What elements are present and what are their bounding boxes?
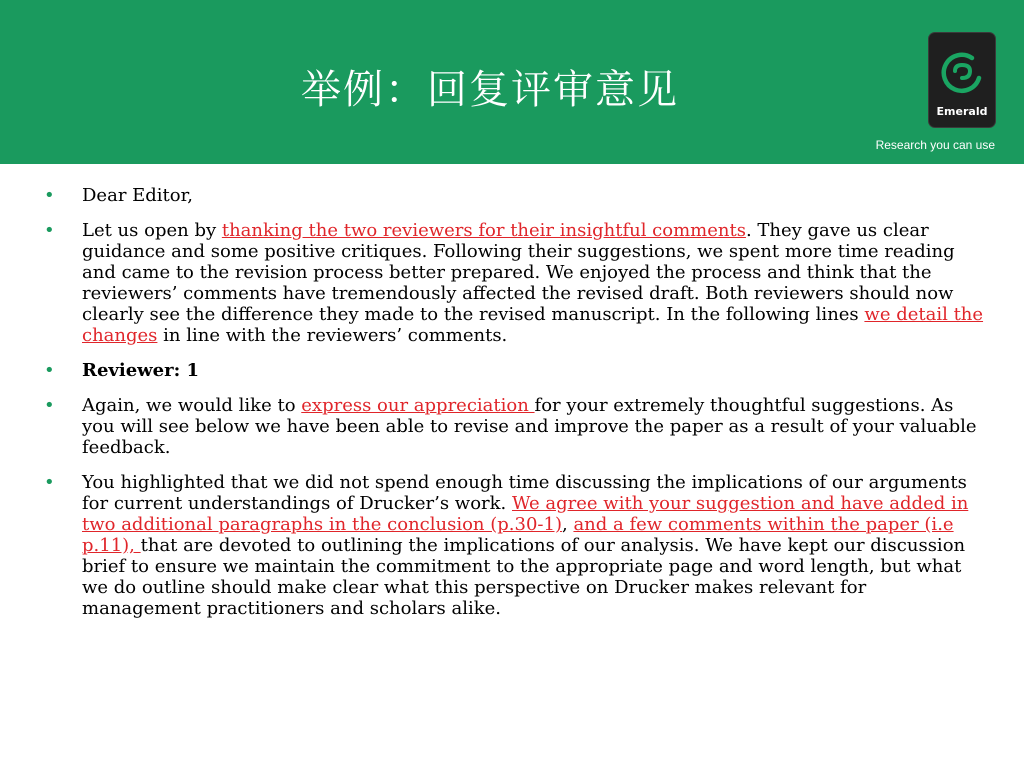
bullet-icon: • bbox=[44, 360, 55, 381]
list-item bbox=[44, 220, 984, 346]
emerald-logo-icon bbox=[940, 44, 984, 100]
header-banner bbox=[0, 0, 1024, 164]
bullet-icon: • bbox=[44, 185, 55, 206]
slide-title: 举例：回复评审意见 bbox=[301, 67, 679, 113]
highlight-link[interactable]: and a few comments within the paper (i.e p.11), bbox=[82, 514, 954, 556]
list-item bbox=[44, 360, 984, 381]
bullet-icon: • bbox=[44, 472, 55, 493]
salutation: Dear Editor, bbox=[82, 185, 193, 206]
tagline: Research you can use bbox=[875, 138, 995, 152]
paragraph-text: . They gave us clear guidance and some positive critiques. Following their suggestions, we spent more time reading and came to the revision process better prepared. We enjoyed the process and think that the reviewers’ comments have tremendously affected the revised draft. Both reviewers should now clearly see the difference they made to the revised manuscript. In the following lines bbox=[82, 220, 955, 325]
highlight-link[interactable]: We agree with your suggestion and have added in two additional paragraphs in the conclusion (p.30-1) bbox=[82, 493, 969, 535]
bullet-icon: • bbox=[44, 395, 55, 416]
highlight-link[interactable]: thanking the two reviewers for their insightful comments bbox=[221, 220, 746, 241]
highlight-link[interactable]: we detail the changes bbox=[82, 304, 984, 346]
paragraph-text: that are devoted to outlining the implications of our analysis. We have kept our discussion brief to ensure we maintain the commitment to the appropriate page and word length, but what we do outline should make clear what this perspective on Drucker makes relevant for management practitioners and scholars alike. bbox=[82, 535, 966, 619]
paragraph-text: Let us open by bbox=[82, 220, 222, 241]
bullet-icon: • bbox=[44, 220, 55, 241]
logo-text: Emerald bbox=[936, 105, 988, 118]
highlight-link[interactable]: express our appreciation bbox=[301, 395, 535, 416]
emerald-logo bbox=[928, 32, 996, 128]
list-item bbox=[44, 395, 984, 458]
reviewer-heading: Reviewer: 1 bbox=[82, 360, 200, 381]
paragraph-text: for your extremely thoughtful suggestions. As you will see below we have been able to revise and improve the paper as a result of your valuable feedback. bbox=[82, 395, 977, 458]
list-item bbox=[44, 472, 984, 619]
list-item bbox=[44, 185, 984, 206]
slide-body bbox=[44, 185, 984, 633]
paragraph-text: , bbox=[561, 514, 574, 535]
paragraph-text: in line with the reviewers’ comments. bbox=[157, 325, 508, 346]
paragraph-text: Again, we would like to bbox=[82, 395, 302, 416]
paragraph-text: You highlighted that we did not spend enough time discussing the implications of our arguments for current understandings of Drucker’s work. bbox=[82, 472, 967, 514]
